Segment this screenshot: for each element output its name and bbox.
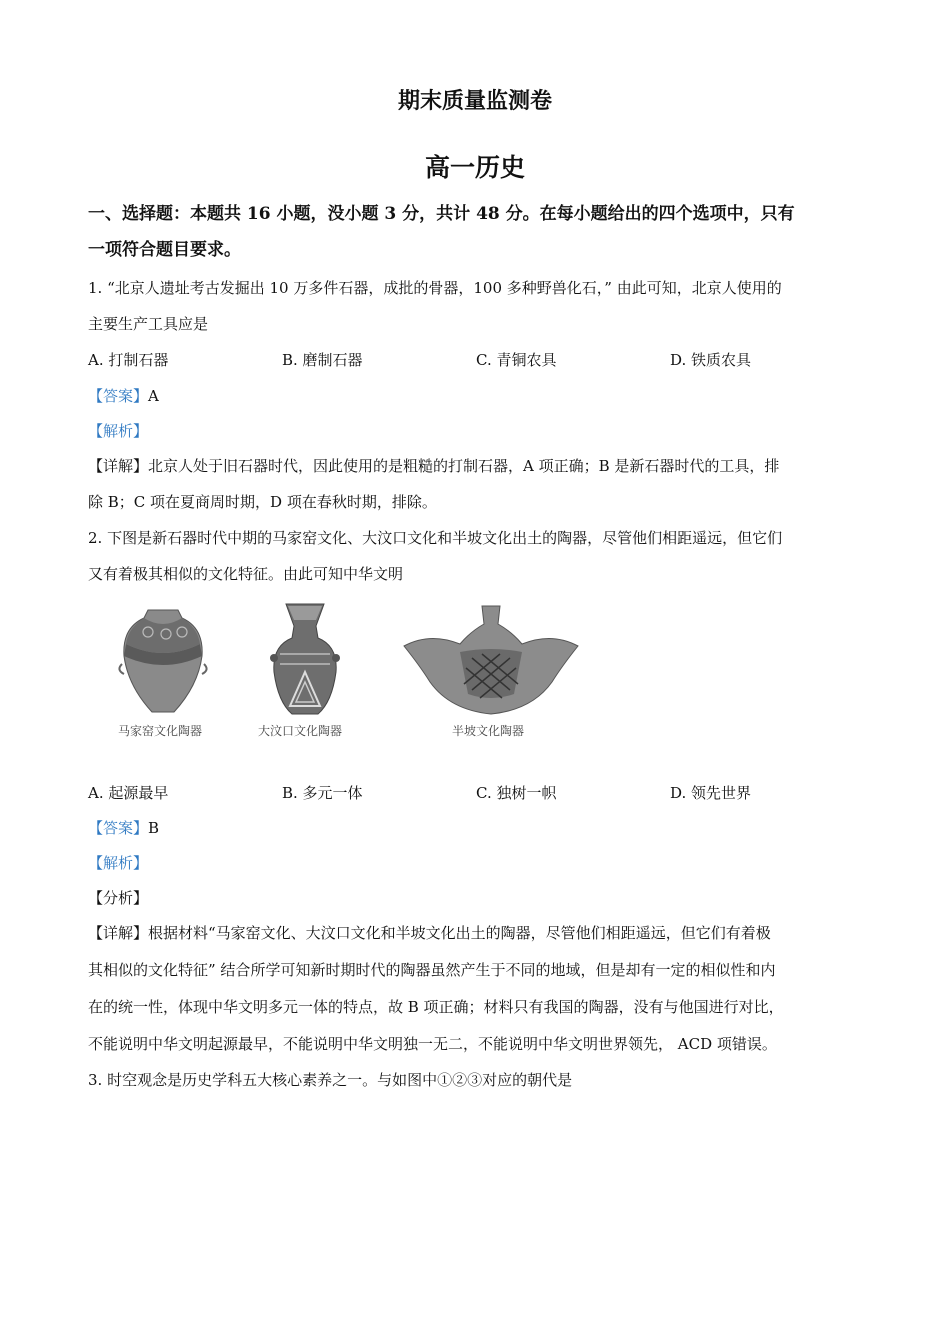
- q2-answer: [88, 818, 868, 838]
- q2-stem-line1: 2. 下图是新石器时代中期的马家窑文化、大汶口文化和半坡文化出土的陶器，尽管他们相距遥远，但它们: [88, 529, 783, 547]
- q1-detail-text1: 北京人处于旧石器时代，因此使用的是粗糙的打制石器，A 项正确；B 是新石器时代的工具，排: [148, 457, 780, 475]
- dawenkou-caption: 大汶口文化陶器: [258, 724, 343, 738]
- q2-answer-value: B: [148, 819, 160, 837]
- banpo-caption: 半坡文化陶器: [452, 724, 525, 738]
- answer-tag: 【答案】: [88, 819, 149, 837]
- q2-detail-line3: 在的统一性，体现中华文明多元一体的特点，故 B 项正确；材料只有我国的陶器，没有与他国进行对比，: [88, 998, 784, 1016]
- majiayao-pottery-image: [118, 604, 208, 716]
- q2-option-c: C. 独树一帜: [476, 784, 557, 802]
- majiayao-caption: 马家窑文化陶器: [118, 724, 203, 738]
- q1-stem-line1: 1. “北京人遗址考古发掘出 10 万多件石器，成批的骨器，100 多种野兽化石，” 由此可知，北京人使用的: [88, 279, 782, 297]
- q2-detail-line2: 其相似的文化特征” 结合所学可知新时期时代的陶器虽然产生于不同的地域，但是却有一定的相似性和内: [88, 961, 776, 979]
- q2-option-b: B. 多元一体: [282, 784, 363, 802]
- q1-detail-line1: [88, 456, 868, 476]
- section-heading-line1: 一、选择题：本题共 16 小题，没小题 3 分，共计 48 分。在每小题给出的四个选项中，只有: [88, 204, 795, 224]
- q2-stem-line2: 又有着极其相似的文化特征。由此可知中华文明: [88, 565, 404, 583]
- q3-stem-line1: 3. 时空观念是历史学科五大核心素养之一。与如图中①②③对应的朝代是: [88, 1071, 573, 1089]
- exam-title: 期末质量监测卷: [397, 88, 552, 114]
- q2-fenxi-tag: 【分析】: [88, 889, 149, 907]
- exam-subject: 高一历史: [424, 153, 525, 182]
- q2-option-d: D. 领先世界: [670, 784, 752, 802]
- q1-option-a: A. 打制石器: [88, 351, 169, 369]
- q1-stem-line2: 主要生产工具应是: [88, 315, 209, 333]
- q2-detail-line1: [88, 923, 868, 943]
- section-heading-line2: 一项符合题目要求。: [88, 240, 241, 260]
- q1-option-c: C. 青铜农具: [476, 351, 557, 369]
- answer-tag: 【答案】: [88, 387, 149, 405]
- q1-detail-line2: 除 B；C 项在夏商周时期，D 项在春秋时期，排除。: [88, 493, 437, 511]
- q1-option-b: B. 磨制石器: [282, 351, 363, 369]
- q2-analysis-tag: 【解析】: [88, 854, 149, 872]
- q1-option-d: D. 铁质农具: [670, 351, 752, 369]
- detail-tag: 【详解】: [88, 457, 149, 475]
- detail-tag: 【详解】: [88, 924, 149, 942]
- q1-answer: [88, 386, 868, 406]
- q1-answer-value: A: [148, 387, 159, 405]
- pottery-figure: [100, 600, 590, 750]
- q2-detail-line4: 不能说明中华文明起源最早，不能说明中华文明独一无二，不能说明中华文明世界领先， ACD 项错误。: [88, 1035, 777, 1053]
- dawenkou-pottery-image: [268, 602, 342, 718]
- banpo-pottery-image: [402, 602, 580, 718]
- q2-detail-text1: 根据材料“马家窑文化、大汶口文化和半坡文化出土的陶器，尽管他们相距遥远，但它们有着极: [148, 924, 771, 942]
- q1-analysis-tag: 【解析】: [88, 422, 149, 440]
- q2-option-a: A. 起源最早: [88, 784, 169, 802]
